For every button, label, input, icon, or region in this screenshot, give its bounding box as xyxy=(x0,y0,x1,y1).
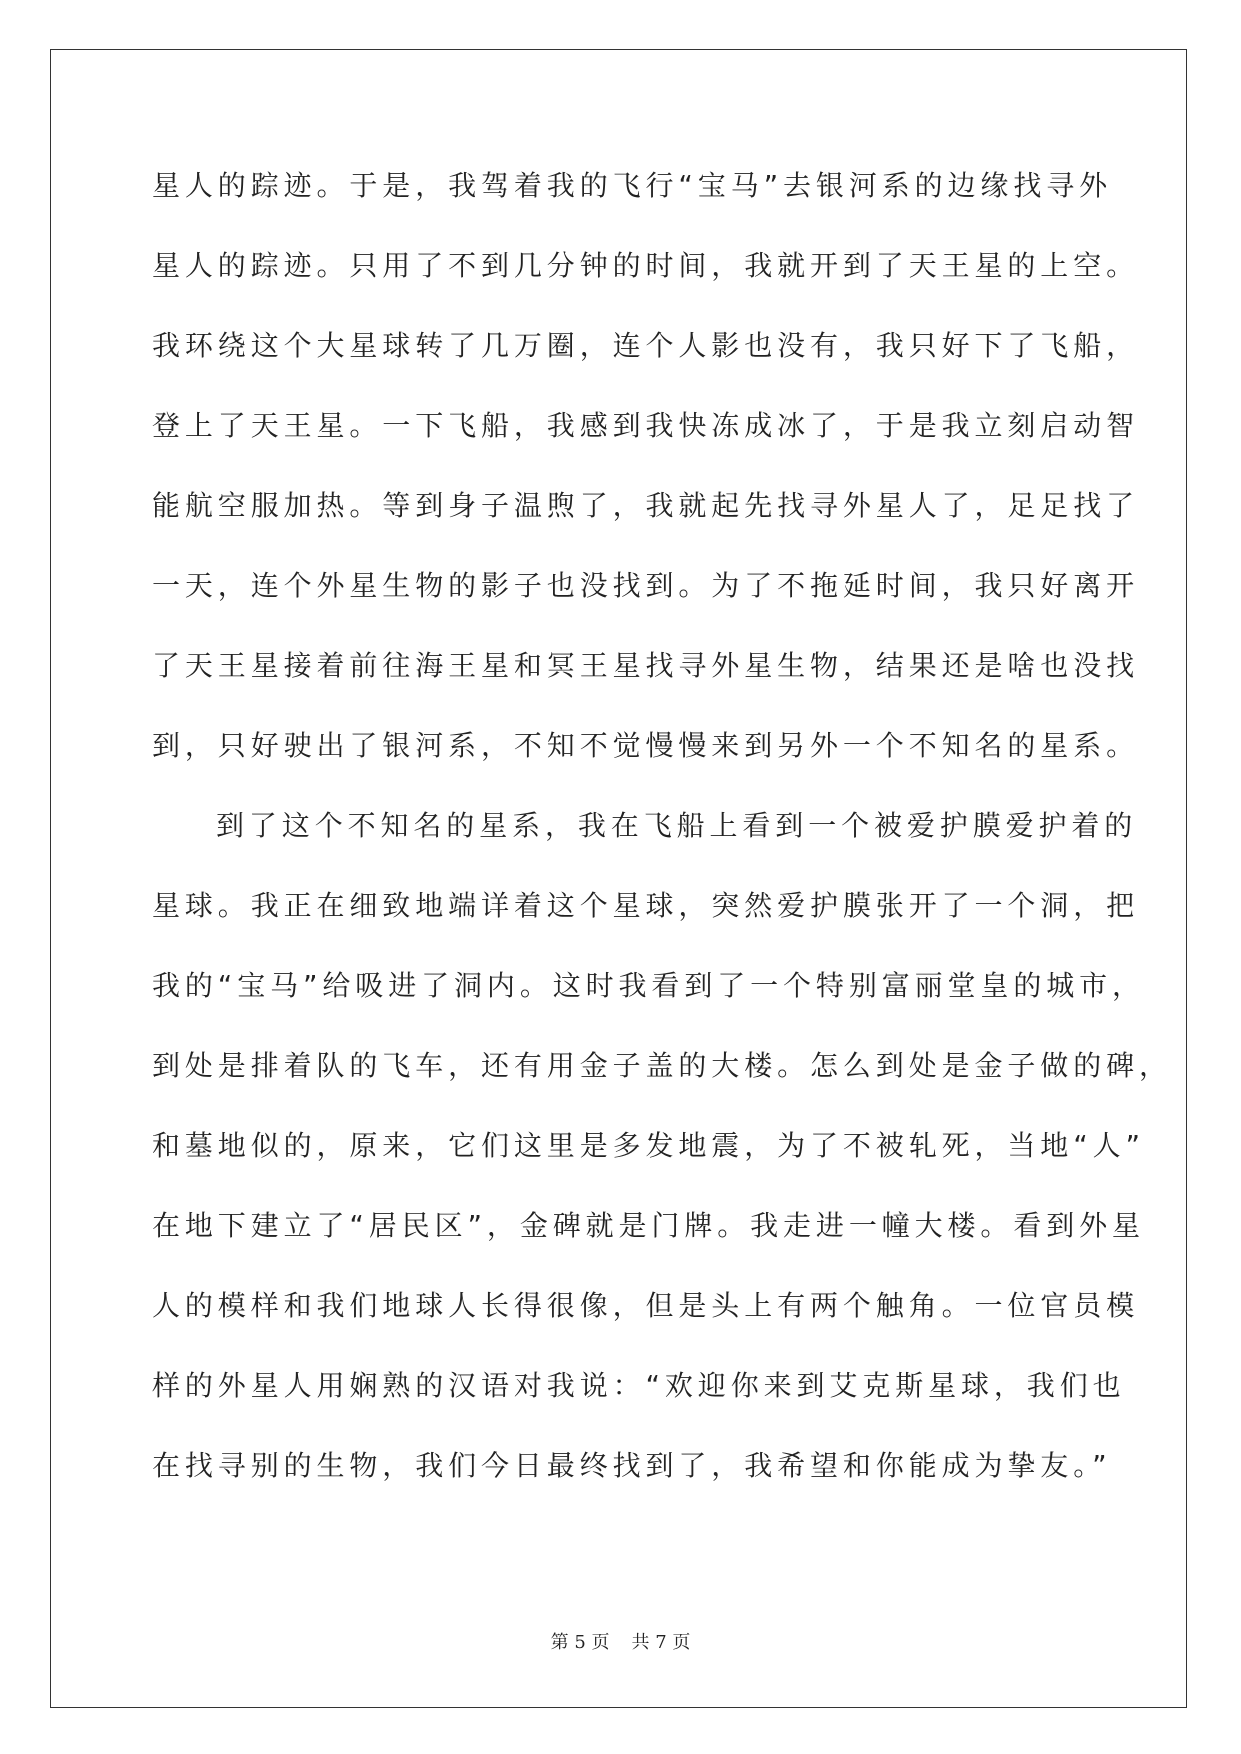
page-number-current: 第 5 页 xyxy=(550,1632,610,1653)
text-line: 登上了天王星。一下飞船，我感到我快冻成冰了，于是我立刻启动智 xyxy=(152,409,1140,442)
text-line: 在地下建立了“居民区”，金碑就是门牌。我走进一幢大楼。看到外星 xyxy=(152,1209,1145,1242)
text-line: 和墓地似的，原来，它们这里是多发地震，为了不被轧死，当地“人” xyxy=(152,1129,1145,1162)
page-number-total: 共 7 页 xyxy=(631,1632,691,1653)
text-line: 能航空服加热。等到身子温煦了，我就起先找寻外星人了，足足找了 xyxy=(152,489,1140,522)
text-line: 星球。我正在细致地端详着这个星球，突然爱护膜张开了一个洞，把 xyxy=(152,889,1140,922)
text-line: 我环绕这个大星球转了几万圈，连个人影也没有，我只好下了飞船， xyxy=(152,329,1140,362)
text-line: 到，只好驶出了银河系，不知不觉慢慢来到另外一个不知名的星系。 xyxy=(152,729,1140,762)
text-line: 我的“宝马”给吸进了洞内。这时我看到了一个特别富丽堂皇的城市， xyxy=(152,969,1145,1002)
text-line: 了天王星接着前往海王星和冥王星找寻外星生物，结果还是啥也没找 xyxy=(152,649,1140,682)
text-line: 星人的踪迹。只用了不到几分钟的时间，我就开到了天王星的上空。 xyxy=(152,249,1140,282)
page-footer xyxy=(0,1628,1241,1654)
text-line: 在找寻别的生物，我们今日最终找到了，我希望和你能成为挚友。” xyxy=(152,1449,1112,1482)
text-line: 样的外星人用娴熟的汉语对我说：“欢迎你来到艾克斯星球，我们也 xyxy=(152,1369,1126,1402)
text-line: 一天，连个外星生物的影子也没找到。为了不拖延时间，我只好离开 xyxy=(152,569,1140,602)
document-body xyxy=(152,158,1172,1518)
text-line: 到处是排着队的飞车，还有用金子盖的大楼。怎么到处是金子做的碑， xyxy=(152,1049,1172,1082)
text-line: 人的模样和我们地球人长得很像，但是头上有两个触角。一位官员模 xyxy=(152,1289,1140,1322)
text-line: 星人的踪迹。于是，我驾着我的飞行“宝马”去银河系的边缘找寻外 xyxy=(152,169,1113,202)
paragraph-first-line: 到了这个不知名的星系，我在飞船上看到一个被爱护膜爱护着的 xyxy=(216,809,1138,842)
